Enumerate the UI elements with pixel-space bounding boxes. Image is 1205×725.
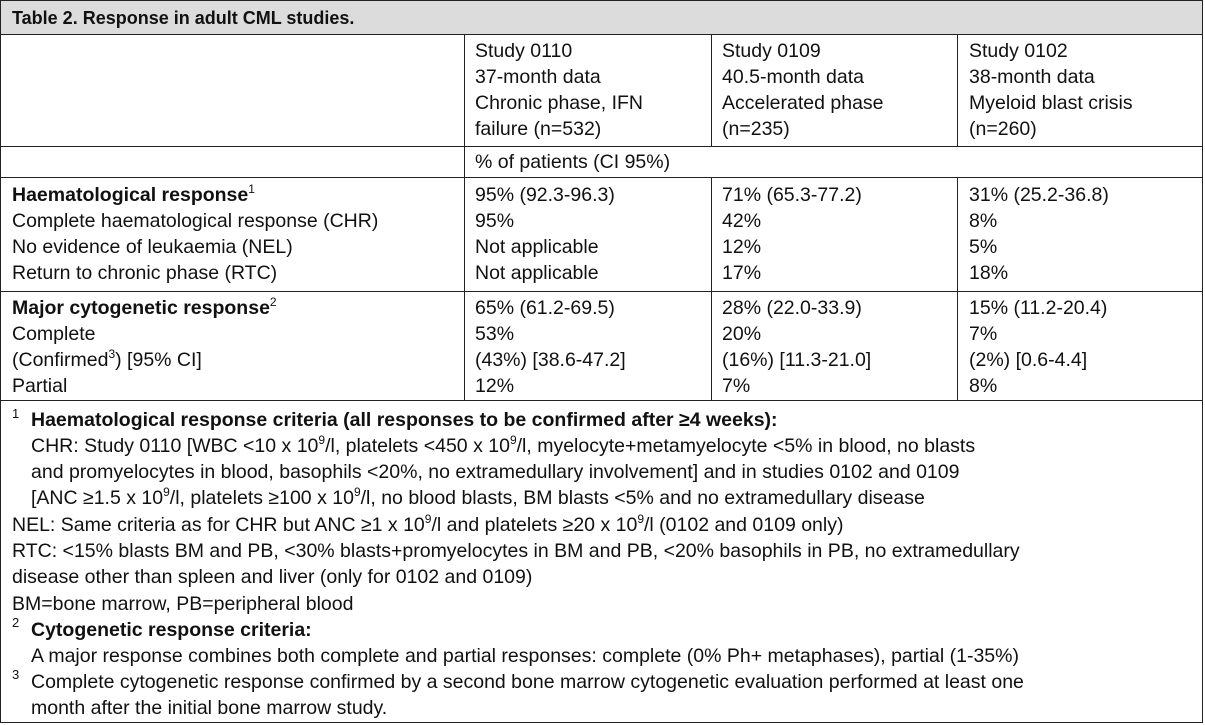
footnote-1-title: Haematological response criteria (all responses to be confirmed after ≥4 weeks):: [31, 409, 778, 431]
column-header-study-0110: Study 0110 37-month data Chronic phase, IFN failure (n=532): [475, 40, 643, 140]
cyto-title: Major cytogenetic response: [12, 297, 270, 319]
cyto-col-0110: 65% (61.2-69.5) 53% (43%) [38.6-47.2] 12%: [475, 297, 626, 397]
column-divider: [957, 34, 958, 146]
haem-title: Haematological response: [12, 184, 249, 206]
cyto-row-labels: Major cytogenetic response$^2$ Complete (Confirmed$^3$) [95% CI] Partial: [12, 295, 277, 397]
rule: [1, 177, 1202, 178]
haem-col-0110: 95% (92.3-96.3) 95% Not applicable Not applicable: [475, 184, 615, 284]
rule: [1, 291, 1202, 292]
footnote-2-text: A major response combines both complete and partial responses: complete (0% Ph+ metaphases), partial (1-35%): [31, 645, 1019, 667]
table-title-bar: [1, 1, 1202, 35]
footnote-abbreviations: BM=bone marrow, PB=peripheral blood: [12, 593, 354, 615]
footnote-3-line2: month after the initial bone marrow study.: [31, 697, 388, 719]
footnote-2-title: Cytogenetic response criteria:: [31, 619, 312, 641]
footnote-3-line1: Complete cytogenetic response confirmed by a second bone marrow cytogenetic evaluation performed at least one: [31, 671, 1024, 693]
column-divider: [957, 177, 958, 400]
column-divider: [711, 177, 712, 400]
column-header-study-0102: Study 0102 38-month data Myeloid blast crisis (n=260): [969, 40, 1133, 140]
rule: [1, 400, 1202, 401]
table-title: Table 2. Response in adult CML studies.: [12, 8, 355, 28]
haem-col-0109: 71% (65.3-77.2) 42% 12% 17%: [722, 184, 862, 284]
row-label: (Confirmed$^3$) [95% CI]: [12, 347, 202, 371]
footnote-chr-line1: CHR: Study 0110 [WBC <10 x $10^9/l$, platelets <450 x $10^9/l$, myelocyte+metamyelocyte <5% in blood, no blasts: [31, 433, 976, 457]
footnote-marker: 3: [12, 667, 20, 682]
column-divider: [711, 34, 712, 146]
haem-row-labels: Haematological response$^1$ Complete haematological response (CHR) No evidence of leukaemia (NEL) Return to chronic phase (RTC): [12, 182, 379, 284]
column-divider: [464, 34, 465, 400]
footnote-chr-line2: and promyelocytes in blood, basophils <20%, no extramedullary involvement] and in studies 0102 and 0109: [31, 461, 960, 483]
footnote-marker: 2: [12, 615, 20, 630]
percent-header: % of patients (CI 95%): [475, 151, 671, 173]
column-header-study-0109: Study 0109 40.5-month data Accelerated phase (n=235): [722, 40, 884, 140]
footnote-chr-line3: [ANC ≥1.5 x $10^9/l$, platelets ≥100 x $10^9/l$, no blood blasts, BM blasts <5% and no extramedullary disease: [31, 485, 925, 509]
footnote-rtc-line1: RTC: <15% blasts BM and PB, <30% blasts+promyelocytes in BM and PB, <20% basophils in PB, no extramedullary: [12, 540, 1020, 562]
cyto-col-0109: 28% (22.0-33.9) 20% (16%) [11.3-21.0] 7%: [722, 297, 872, 397]
footnote-rtc-line2: disease other than spleen and liver (only for 0102 and 0109): [12, 566, 533, 588]
row-label: No evidence of leukaemia (NEL): [12, 236, 293, 258]
row-label: Return to chronic phase (RTC): [12, 262, 278, 284]
haem-col-0102: 31% (25.2-36.8) 8% 5% 18%: [969, 184, 1109, 284]
rule: [1, 146, 1202, 147]
cyto-col-0102: 15% (11.2-20.4) 7% (2%) [0.6-4.4] 8%: [969, 297, 1108, 397]
row-label: Complete haematological response (CHR): [12, 210, 379, 232]
footnote-nel: NEL: Same criteria as for CHR but ANC ≥1 x $10^9/l$ and platelets ≥20 x $10^9/l$ (0102 and 0109 only): [12, 512, 844, 536]
row-label: Complete: [12, 323, 96, 345]
footnote-marker: 1: [12, 406, 20, 421]
row-label: Partial: [12, 375, 68, 397]
